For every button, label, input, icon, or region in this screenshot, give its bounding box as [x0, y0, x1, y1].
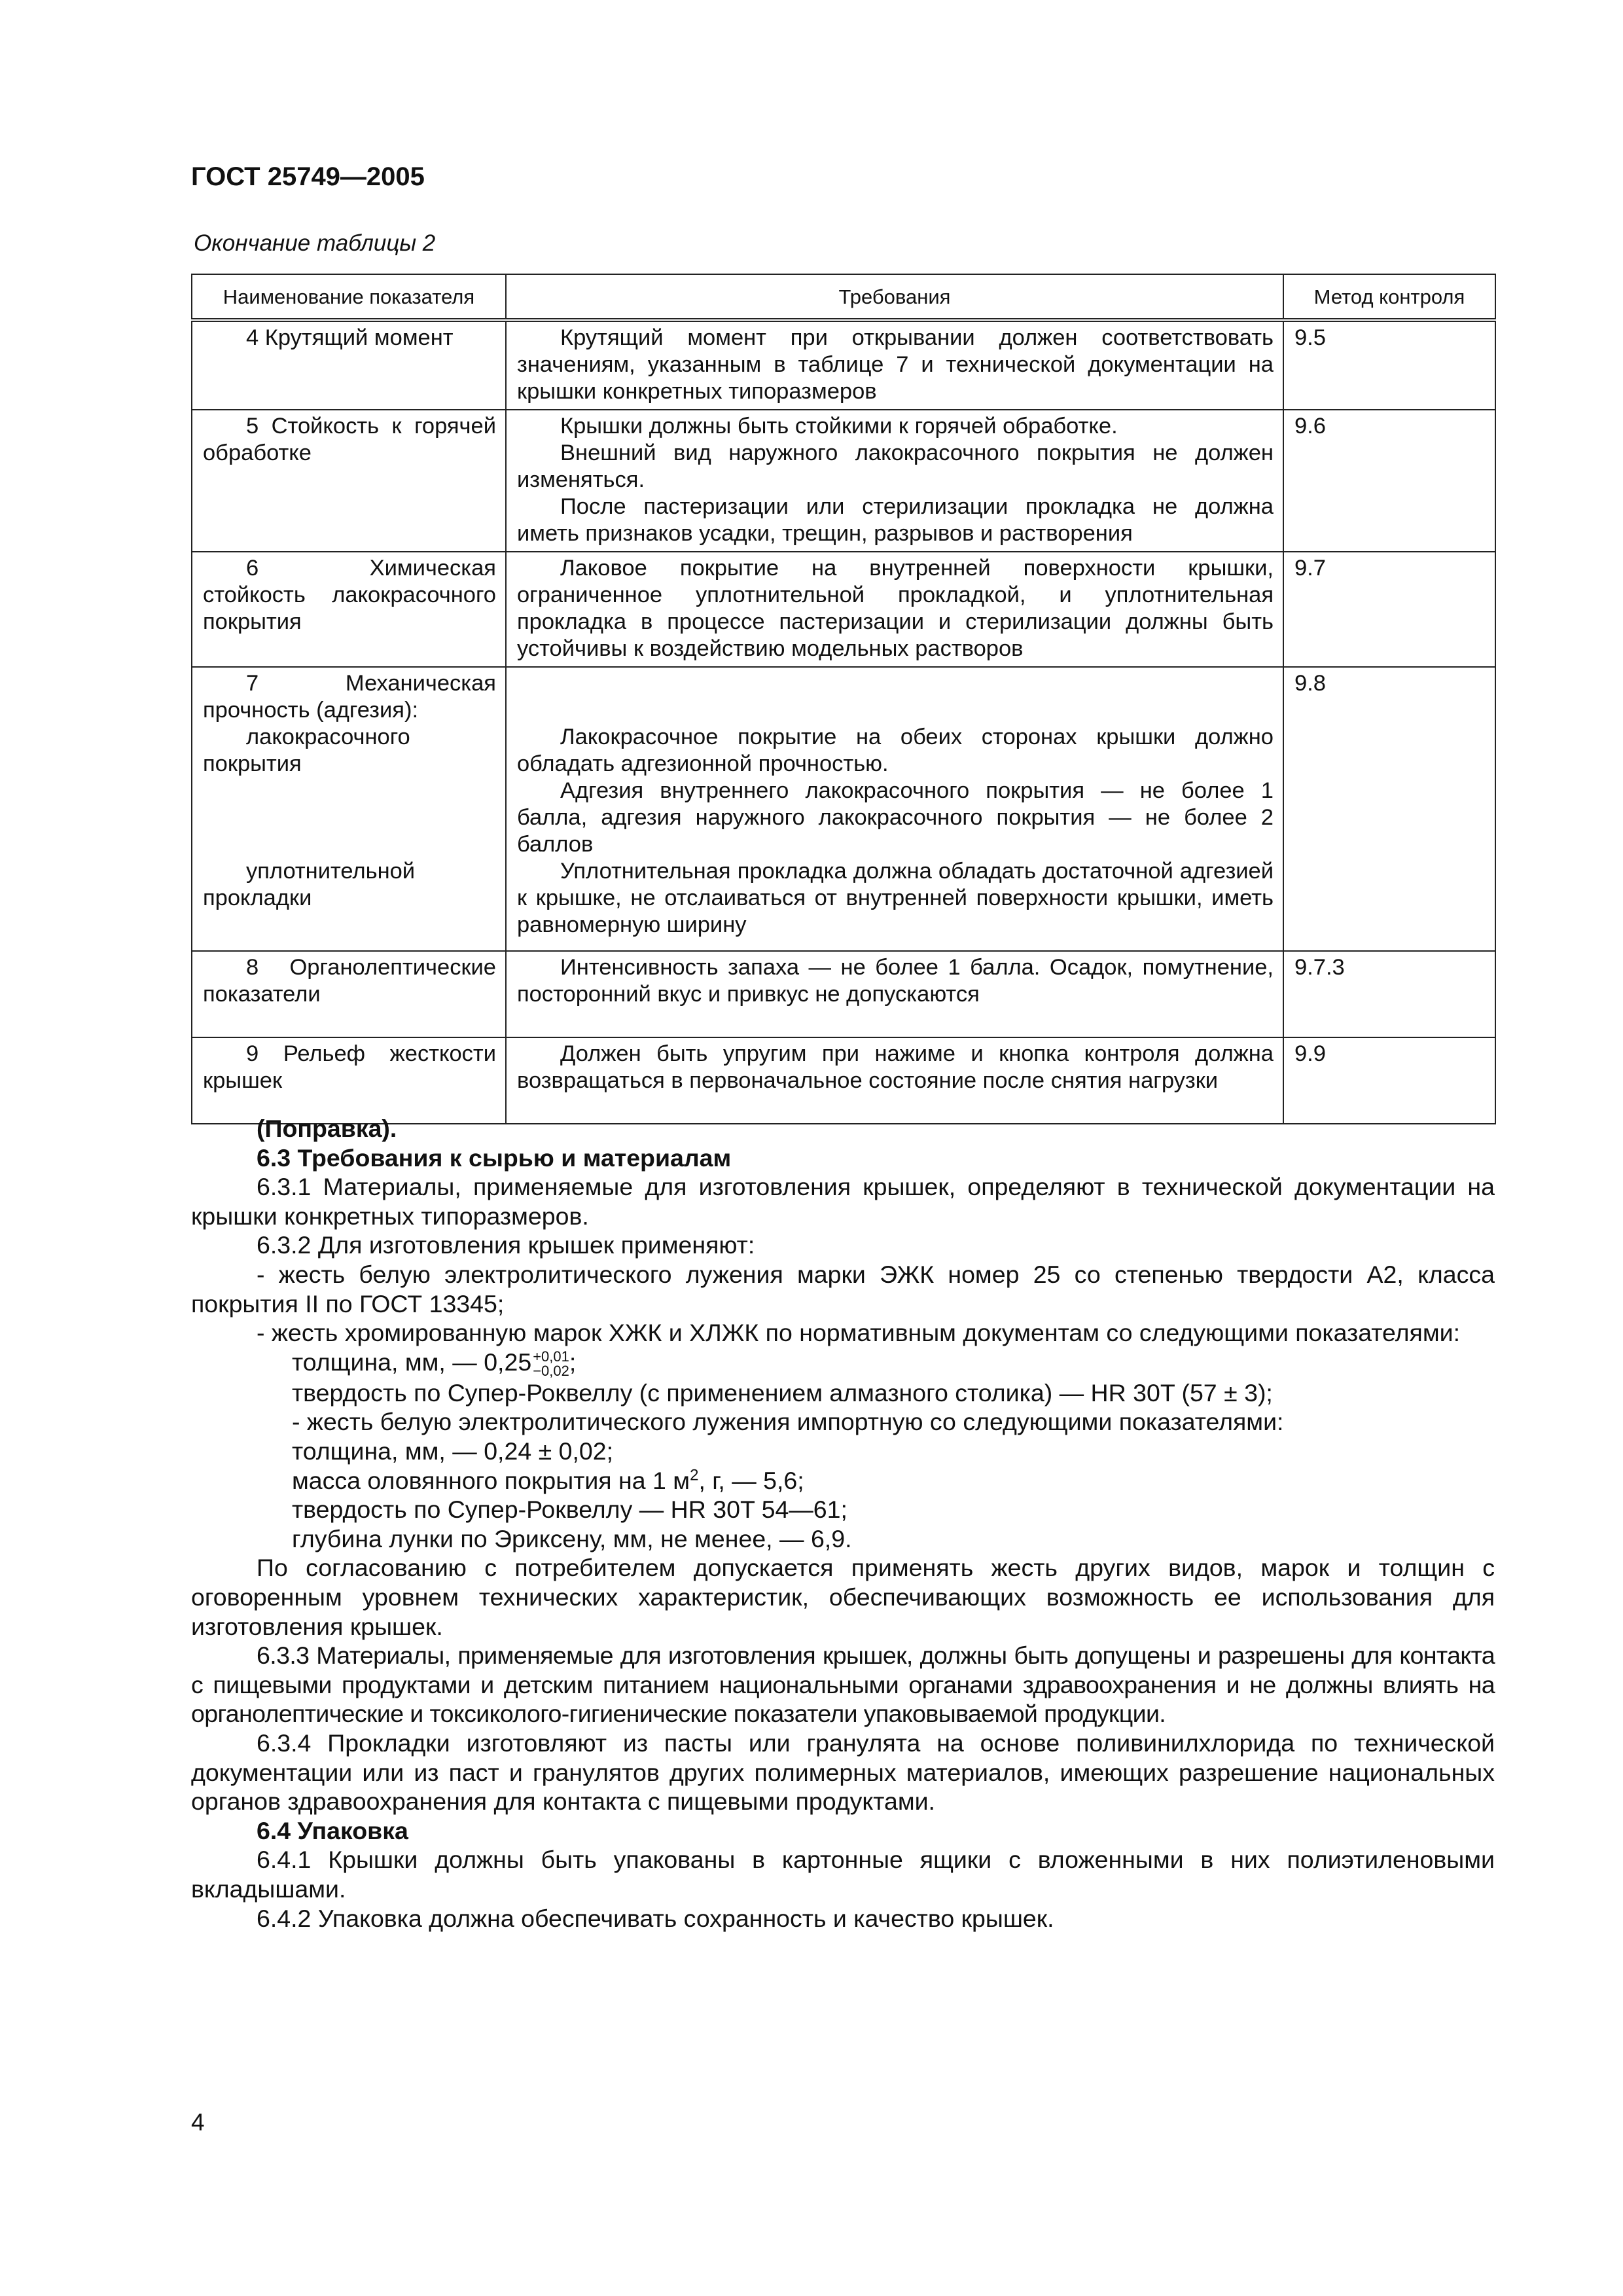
requirement-text: Внешний вид наружного лакокрасочного покрытия не должен изменяться. [517, 440, 1274, 492]
requirement-cell [506, 410, 1283, 552]
paragraph-6-3-2: 6.3.2 Для изготовления крышек применяют: [257, 1231, 755, 1259]
requirement-text: Интенсивность запаха — не более 1 балла. Осадок, помутнение, посторонний вкус и привкус не допускаются [517, 955, 1274, 1007]
requirements-table [191, 274, 1496, 1124]
list-item: - жесть хромированную марок ХЖК и ХЛЖК по нормативным документам со следующими показателями: [257, 1319, 1460, 1347]
indicator-cell [192, 410, 506, 552]
requirement-cell [506, 667, 1283, 951]
requirement-text: Крутящий момент при открывании должен соответствовать значениям, указанным в таблице 7 и технической документации на крышки конкретных типоразмеров [517, 325, 1274, 404]
requirement-cell [506, 552, 1283, 667]
header-method: Метод контроля [1283, 274, 1495, 320]
method-cell: 9.5 [1283, 320, 1495, 410]
thickness-line: толщина, мм, — 0,24 ± 0,02; [292, 1437, 613, 1465]
header-indicator: Наименование показателя [192, 274, 506, 320]
thickness-tolerance [533, 1350, 569, 1378]
indicator-name: 6 Химическая стойкость лакокрасочного покрытия [203, 556, 496, 634]
thickness-value: толщина, мм, — 0,25 [292, 1348, 532, 1376]
table-row [192, 552, 1495, 667]
requirement-cell [506, 951, 1283, 1037]
requirement-text: После пастеризации или стерилизации прокладка не должна иметь признаков усадки, трещин, разрывов и растворения [517, 494, 1274, 546]
table-row [192, 951, 1495, 1037]
table-row [192, 320, 1495, 410]
amendment-note: (Поправка). [257, 1115, 397, 1142]
requirement-text: Крышки должны быть стойкими к горячей обработке. [560, 414, 1118, 439]
hardness-line: твердость по Супер-Роквеллу — HR 30T 54—61; [292, 1496, 847, 1524]
indicator-cell [192, 951, 506, 1037]
method-cell: 9.6 [1283, 410, 1495, 552]
section-heading-6-4: 6.4 Упаковка [257, 1816, 408, 1844]
table-header-row [192, 274, 1495, 320]
requirement-cell [506, 320, 1283, 410]
indicator-cell [192, 667, 506, 951]
list-item: - жесть белую электролитического лужения марки ЭЖК номер 25 со степенью твердости А2, класса покрытия II по ГОСТ 13345; [191, 1260, 1495, 1318]
header-requirements: Требования [506, 274, 1283, 320]
indicator-name: 5 Стойкость к горячей обработке [203, 414, 496, 465]
indicator-name: 7 Механическая прочность (адгезия): [203, 671, 496, 723]
table-row [192, 410, 1495, 552]
table-row [192, 1037, 1495, 1124]
paragraph-6-3-1: 6.3.1 Материалы, применяемые для изготовления крышек, определяют в технической документации на крышки конкретных типоразмеров. [191, 1173, 1495, 1230]
depth-line: глубина лунки по Эриксену, мм, не менее, — 6,9. [292, 1524, 852, 1552]
requirement-text: Должен быть упругим при нажиме и кнопка контроля должна возвращаться в первоначальное состояние после снятия нагрузки [517, 1041, 1274, 1093]
mass-line [191, 1466, 1495, 1496]
mass-suffix: , г, — 5,6; [698, 1466, 804, 1494]
paragraph-6-4-1: 6.4.1 Крышки должны быть упакованы в картонные ящики с вложенными в них полиэтиленовыми вкладышами. [191, 1846, 1495, 1903]
indicator-subname: уплотнительной прокладки [203, 859, 416, 910]
document-code: ГОСТ 25749—2005 [191, 162, 425, 191]
indicator-name: 4 Крутящий момент [246, 325, 454, 350]
method-cell: 9.9 [1283, 1037, 1495, 1124]
thickness-line [191, 1348, 1495, 1378]
indicator-subname: лакокрасочного покрытия [203, 725, 410, 776]
requirement-cell [506, 1037, 1283, 1124]
paragraph-6-3-4: 6.3.4 Прокладки изготовляют из пасты или гранулята на основе поливинилхлорида по технической документации или из паст и гранулятов других полимерных материалов, имеющих разрешение национальных органов здравоохранения для контакта с пищевыми продуктами. [191, 1729, 1495, 1816]
page-number: 4 [191, 2109, 205, 2136]
indicator-name: 8 Органолептические показатели [203, 955, 496, 1007]
mass-superscript: 2 [690, 1466, 699, 1484]
method-cell: 9.7 [1283, 552, 1495, 667]
hardness-line: твердость по Супер-Роквеллу (с применением алмазного столика) — HR 30T (57 ± 3); [292, 1378, 1273, 1407]
body-text [191, 1114, 1495, 1933]
requirement-text: Адгезия внутреннего лакокрасочного покрытия — не более 1 балла, адгезия наружного лакокрасочного покрытия — не более 2 баллов [517, 778, 1274, 857]
indicator-cell [192, 320, 506, 410]
tolerance-upper: +0,01 [533, 1348, 569, 1365]
thickness-suffix: ; [569, 1348, 577, 1376]
list-item: - жесть белую электролитического лужения импортную со следующими показателями: [292, 1408, 1284, 1436]
method-cell: 9.8 [1283, 667, 1495, 951]
section-heading-6-3: 6.3 Требования к сырью и материалам [257, 1143, 732, 1172]
table-caption: Окончание таблицы 2 [194, 230, 436, 256]
agreement-paragraph: По согласованию с потребителем допускается применять жесть других видов, марок и толщин с оговоренным уровнем технических характеристик, обеспечивающих возможность ее использования для изготовления крышек. [191, 1554, 1495, 1640]
method-cell: 9.7.3 [1283, 951, 1495, 1037]
table-row [192, 667, 1495, 951]
requirement-text: Лаковое покрытие на внутренней поверхности крышки, ограниченное уплотнительной прокладкой, и уплотнительная прокладка в процессе пастеризации и стерилизации должны быть устойчивы к воздействию модельных растворов [517, 556, 1274, 661]
indicator-name: 9 Рельеф жесткости крышек [203, 1041, 496, 1093]
requirement-text: Уплотнительная прокладка должна обладать достаточной адгезией к крышке, не отслаиваться от внутренней поверхности крышки, иметь равномерную ширину [517, 859, 1274, 937]
tolerance-lower: −0,02 [533, 1362, 569, 1379]
indicator-cell [192, 552, 506, 667]
requirement-text: Лакокрасочное покрытие на обеих сторонах крышки должно обладать адгезионной прочностью. [517, 725, 1274, 776]
indicator-cell [192, 1037, 506, 1124]
paragraph-6-4-2: 6.4.2 Упаковка должна обеспечивать сохранность и качество крышек. [257, 1904, 1054, 1932]
mass-text: масса оловянного покрытия на 1 м [292, 1466, 690, 1494]
paragraph-6-3-3: 6.3.3 Материалы, применяемые для изготовления крышек, должны быть допущены и разрешены для контакта с пищевыми продуктами и детским питанием национальными органами здравоохранения и не должны влиять на органолептические и токсиколого-гигиенические показатели упаковываемой продукции. [191, 1641, 1495, 1728]
